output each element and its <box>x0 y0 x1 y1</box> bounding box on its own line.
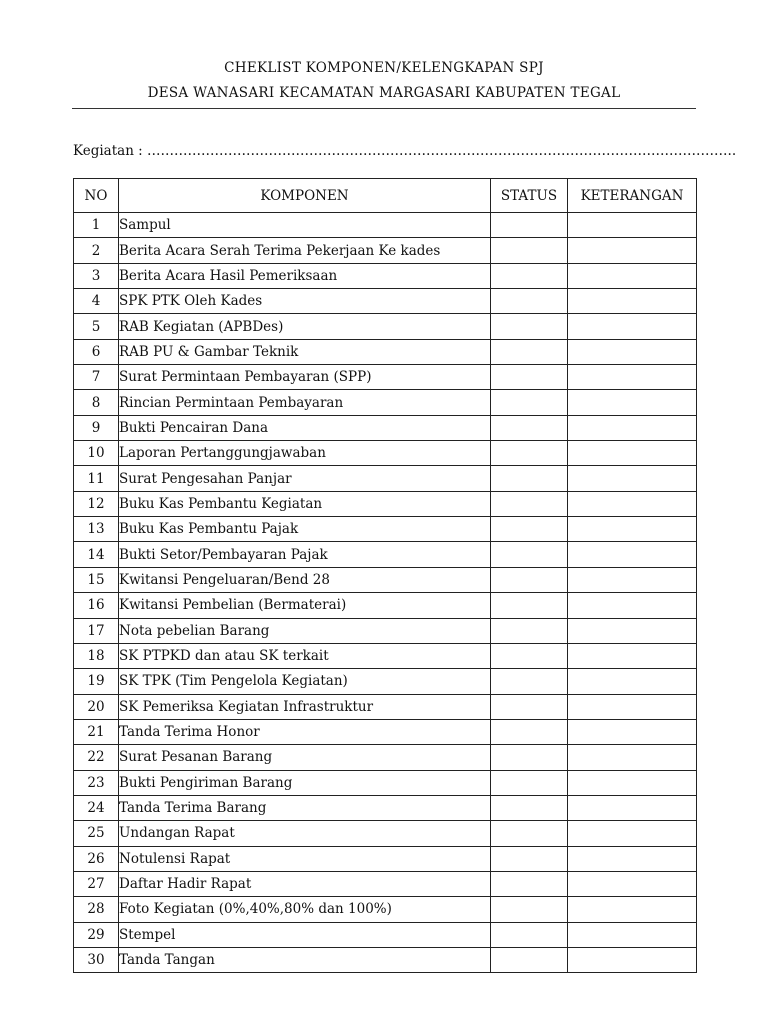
row-status-cell[interactable] <box>491 542 568 567</box>
row-number: 5 <box>74 314 119 339</box>
table-row <box>74 238 697 263</box>
row-keterangan-cell[interactable] <box>568 745 697 770</box>
row-keterangan-cell[interactable] <box>568 415 697 440</box>
row-number: 26 <box>74 846 119 871</box>
row-komponen: Nota pebelian Barang <box>119 618 491 643</box>
row-komponen: Daftar Hadir Rapat <box>119 871 491 896</box>
row-status-cell[interactable] <box>491 719 568 744</box>
row-komponen: Tanda Terima Honor <box>119 719 491 744</box>
row-komponen: Stempel <box>119 922 491 947</box>
row-status-cell[interactable] <box>491 618 568 643</box>
kegiatan-value: ………………………………………………………………………………………………………………….. <box>147 143 737 159</box>
row-status-cell[interactable] <box>491 922 568 947</box>
row-number: 6 <box>74 339 119 364</box>
table-row <box>74 415 697 440</box>
row-keterangan-cell[interactable] <box>568 390 697 415</box>
row-komponen: Surat Pesanan Barang <box>119 745 491 770</box>
row-number: 23 <box>74 770 119 795</box>
row-status-cell[interactable] <box>491 491 568 516</box>
row-komponen: Bukti Setor/Pembayaran Pajak <box>119 542 491 567</box>
row-komponen: Buku Kas Pembantu Kegiatan <box>119 491 491 516</box>
table-row <box>74 466 697 491</box>
row-number: 11 <box>74 466 119 491</box>
row-number: 9 <box>74 415 119 440</box>
kegiatan-label: Kegiatan : <box>73 143 143 159</box>
table-row <box>74 745 697 770</box>
column-header-keterangan: KETERANGAN <box>568 179 697 213</box>
row-status-cell[interactable] <box>491 871 568 896</box>
row-komponen: Notulensi Rapat <box>119 846 491 871</box>
row-komponen: Surat Permintaan Pembayaran (SPP) <box>119 365 491 390</box>
table-row <box>74 821 697 846</box>
row-komponen: Laporan Pertanggungjawaban <box>119 441 491 466</box>
table-row <box>74 922 697 947</box>
row-keterangan-cell[interactable] <box>568 669 697 694</box>
row-keterangan-cell[interactable] <box>568 770 697 795</box>
row-komponen: SPK PTK Oleh Kades <box>119 289 491 314</box>
row-status-cell[interactable] <box>491 263 568 288</box>
row-keterangan-cell[interactable] <box>568 821 697 846</box>
row-keterangan-cell[interactable] <box>568 643 697 668</box>
row-keterangan-cell[interactable] <box>568 719 697 744</box>
row-number: 24 <box>74 795 119 820</box>
row-number: 1 <box>74 213 119 238</box>
row-keterangan-cell[interactable] <box>568 567 697 592</box>
table-row <box>74 567 697 592</box>
row-keterangan-cell[interactable] <box>568 238 697 263</box>
row-number: 20 <box>74 694 119 719</box>
row-status-cell[interactable] <box>491 567 568 592</box>
row-status-cell[interactable] <box>491 213 568 238</box>
row-keterangan-cell[interactable] <box>568 846 697 871</box>
table-row <box>74 339 697 364</box>
table-row <box>74 694 697 719</box>
row-keterangan-cell[interactable] <box>568 491 697 516</box>
header-divider <box>72 108 696 109</box>
table-row <box>74 542 697 567</box>
table-row <box>74 795 697 820</box>
row-keterangan-cell[interactable] <box>568 542 697 567</box>
row-komponen: Undangan Rapat <box>119 821 491 846</box>
row-komponen: RAB Kegiatan (APBDes) <box>119 314 491 339</box>
table-row <box>74 947 697 972</box>
row-number: 7 <box>74 365 119 390</box>
row-status-cell[interactable] <box>491 339 568 364</box>
table-row <box>74 289 697 314</box>
row-number: 13 <box>74 517 119 542</box>
row-status-cell[interactable] <box>491 846 568 871</box>
table-row <box>74 897 697 922</box>
table-header-row <box>74 179 697 213</box>
row-number: 16 <box>74 593 119 618</box>
row-number: 25 <box>74 821 119 846</box>
row-keterangan-cell[interactable] <box>568 289 697 314</box>
table-row <box>74 643 697 668</box>
row-keterangan-cell[interactable] <box>568 694 697 719</box>
row-status-cell[interactable] <box>491 238 568 263</box>
row-status-cell[interactable] <box>491 441 568 466</box>
kegiatan-line <box>73 143 736 159</box>
row-keterangan-cell[interactable] <box>568 947 697 972</box>
row-keterangan-cell[interactable] <box>568 466 697 491</box>
row-keterangan-cell[interactable] <box>568 871 697 896</box>
row-komponen: Buku Kas Pembantu Pajak <box>119 517 491 542</box>
row-status-cell[interactable] <box>491 770 568 795</box>
table-row <box>74 871 697 896</box>
row-komponen: SK TPK (Tim Pengelola Kegiatan) <box>119 669 491 694</box>
table-row <box>74 314 697 339</box>
row-keterangan-cell[interactable] <box>568 213 697 238</box>
row-number: 22 <box>74 745 119 770</box>
table-row <box>74 719 697 744</box>
row-status-cell[interactable] <box>491 289 568 314</box>
row-status-cell[interactable] <box>491 821 568 846</box>
table-row <box>74 770 697 795</box>
checklist-table <box>73 178 697 973</box>
row-number: 12 <box>74 491 119 516</box>
row-number: 4 <box>74 289 119 314</box>
row-keterangan-cell[interactable] <box>568 922 697 947</box>
row-komponen: Foto Kegiatan (0%,40%,80% dan 100%) <box>119 897 491 922</box>
row-komponen: SK PTPKD dan atau SK terkait <box>119 643 491 668</box>
row-keterangan-cell[interactable] <box>568 441 697 466</box>
row-number: 21 <box>74 719 119 744</box>
row-status-cell[interactable] <box>491 390 568 415</box>
table-body <box>74 213 697 973</box>
row-number: 29 <box>74 922 119 947</box>
row-keterangan-cell[interactable] <box>568 795 697 820</box>
row-komponen: Kwitansi Pengeluaran/Bend 28 <box>119 567 491 592</box>
row-status-cell[interactable] <box>491 643 568 668</box>
row-komponen: RAB PU & Gambar Teknik <box>119 339 491 364</box>
row-number: 30 <box>74 947 119 972</box>
row-komponen: Bukti Pengiriman Barang <box>119 770 491 795</box>
row-komponen: Bukti Pencairan Dana <box>119 415 491 440</box>
table-row <box>74 365 697 390</box>
table-row <box>74 517 697 542</box>
row-status-cell[interactable] <box>491 365 568 390</box>
row-number: 15 <box>74 567 119 592</box>
row-komponen: Rincian Permintaan Pembayaran <box>119 390 491 415</box>
row-number: 14 <box>74 542 119 567</box>
row-status-cell[interactable] <box>491 593 568 618</box>
row-komponen: Tanda Terima Barang <box>119 795 491 820</box>
row-keterangan-cell[interactable] <box>568 593 697 618</box>
row-status-cell[interactable] <box>491 669 568 694</box>
row-status-cell[interactable] <box>491 795 568 820</box>
table-row <box>74 669 697 694</box>
row-komponen: Berita Acara Serah Terima Pekerjaan Ke kades <box>119 238 491 263</box>
row-keterangan-cell[interactable] <box>568 263 697 288</box>
row-number: 28 <box>74 897 119 922</box>
row-number: 18 <box>74 643 119 668</box>
row-keterangan-cell[interactable] <box>568 618 697 643</box>
column-header-status: STATUS <box>491 179 568 213</box>
row-komponen: SK Pemeriksa Kegiatan Infrastruktur <box>119 694 491 719</box>
row-number: 27 <box>74 871 119 896</box>
row-keterangan-cell[interactable] <box>568 517 697 542</box>
row-number: 10 <box>74 441 119 466</box>
row-status-cell[interactable] <box>491 466 568 491</box>
row-keterangan-cell[interactable] <box>568 314 697 339</box>
row-keterangan-cell[interactable] <box>568 365 697 390</box>
row-komponen: Sampul <box>119 213 491 238</box>
column-header-komponen: KOMPONEN <box>119 179 491 213</box>
row-status-cell[interactable] <box>491 415 568 440</box>
table-row <box>74 593 697 618</box>
table-row <box>74 441 697 466</box>
row-number: 17 <box>74 618 119 643</box>
row-status-cell[interactable] <box>491 694 568 719</box>
row-status-cell[interactable] <box>491 517 568 542</box>
table-row <box>74 263 697 288</box>
table-row <box>74 390 697 415</box>
row-komponen: Kwitansi Pembelian (Bermaterai) <box>119 593 491 618</box>
row-status-cell[interactable] <box>491 745 568 770</box>
table-row <box>74 491 697 516</box>
row-number: 3 <box>74 263 119 288</box>
row-number: 2 <box>74 238 119 263</box>
table-row <box>74 618 697 643</box>
row-komponen: Tanda Tangan <box>119 947 491 972</box>
document-subtitle: DESA WANASARI KECAMATAN MARGASARI KABUPATEN TEGAL <box>147 85 621 101</box>
row-number: 19 <box>74 669 119 694</box>
row-status-cell[interactable] <box>491 947 568 972</box>
row-keterangan-cell[interactable] <box>568 339 697 364</box>
document-title: CHEKLIST KOMPONEN/KELENGKAPAN SPJ <box>224 60 544 76</box>
row-status-cell[interactable] <box>491 314 568 339</box>
row-status-cell[interactable] <box>491 897 568 922</box>
table-row <box>74 213 697 238</box>
row-number: 8 <box>74 390 119 415</box>
row-komponen: Surat Pengesahan Panjar <box>119 466 491 491</box>
row-komponen: Berita Acara Hasil Pemeriksaan <box>119 263 491 288</box>
column-header-no: NO <box>74 179 119 213</box>
table-row <box>74 846 697 871</box>
row-keterangan-cell[interactable] <box>568 897 697 922</box>
